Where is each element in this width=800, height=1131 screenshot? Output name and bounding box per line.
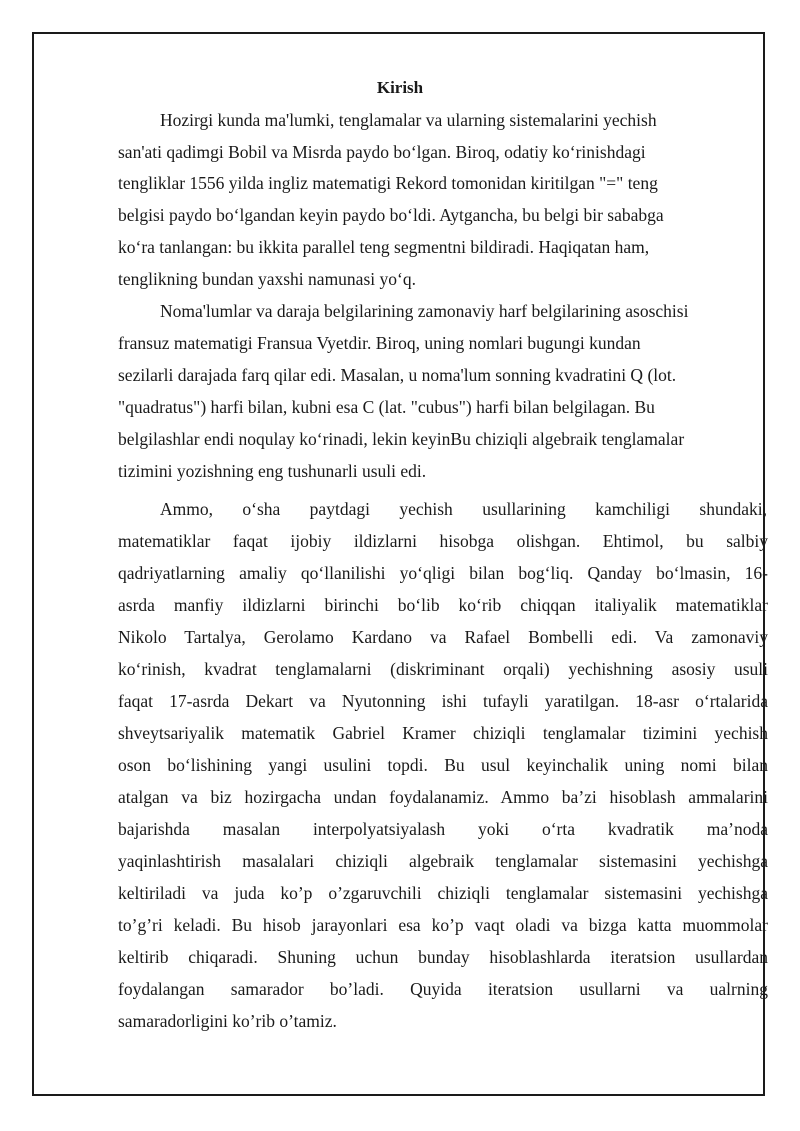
text-line: fransuz matematigi Fransua Vyetdir. Biroq, uning nomlari bugungi kundan (118, 333, 641, 353)
text-line: bajarishda masalan interpolyatsiyalash yoki o‘rta kvadratik ma’noda (118, 819, 768, 839)
text-line: faqat 17-asrda Dekart va Nyutonning ishi tufayli yaratilgan. 18-asr o‘rtalarida (118, 691, 768, 711)
text-line: tenglikning bundan yaxshi namunasi yo‘q. (118, 269, 416, 289)
text-line: "quadratus") harfi bilan, kubni esa C (lat. "cubus") harfi bilan belgilagan. Bu (118, 397, 655, 417)
text-line: asrda manfiy ildizlarni birinchi bo‘lib ko‘rib chiqqan italiyalik matematiklar (118, 595, 768, 615)
text-line: shveytsariyalik matematik Gabriel Kramer chiziqli tenglamalar tizimini yechish (118, 723, 768, 743)
text-line: tizimini yozishning eng tushunarli usuli edi. (118, 461, 427, 481)
page-title: Kirish (376, 78, 424, 97)
text-line: Nikolo Tartalya, Gerolamo Kardano va Rafael Bombelli edi. Va zamonaviy (118, 627, 768, 647)
text-line: keltirib chiqaradi. Shuning uchun bunday hisoblashlarda iteratsion usullardan (118, 947, 768, 967)
text-line: belgilashlar endi noqulay ko‘rinadi, lekin keyinBu chiziqli algebraik tenglamalar (118, 429, 685, 449)
text-line: Ammo, o‘sha paytdagi yechish usullarining kamchiligi shundaki, (160, 499, 767, 519)
text-line: to’g’ri keladi. Bu hisob jarayonlari esa ko’p vaqt oladi va bizga katta muommolar (118, 915, 768, 935)
text-line: yaqinlashtirish masalalari chiziqli algebraik tenglamalar sistemasini yechishga (118, 851, 768, 871)
text-line: samaradorligini ko’rib o’tamiz. (118, 1011, 337, 1031)
text-line: keltiriladi va juda ko’p o’zgaruvchili chiziqli tenglamalar sistemasini yechishga (118, 883, 768, 903)
text-line: Noma'lumlar va daraja belgilarining zamonaviy harf belgilarining asoschisi (160, 301, 689, 321)
text-line: tengliklar 1556 yilda ingliz matematigi Rekord tomonidan kiritilgan "=" teng (118, 173, 658, 193)
text-line: belgisi paydo bo‘lgandan keyin paydo bo‘ldi. Aytgancha, bu belgi bir sababga (118, 205, 664, 225)
text-line: atalgan va biz hozirgacha undan foydalanamiz. Ammo ba’zi hisoblash ammalarini (118, 787, 768, 807)
text-line: matematiklar faqat ijobiy ildizlarni hisobga olishgan. Ehtimol, bu salbiy (118, 531, 768, 551)
text-line: sezilarli darajada farq qilar edi. Masalan, u noma'lum sonning kvadratini Q (lot. (118, 365, 677, 385)
text-line: oson bo‘lishining yangi usulini topdi. Bu usul keyinchalik uning nomi bilan (118, 755, 768, 775)
text-line: ko‘ra tanlangan: bu ikkita parallel teng segmentni bildiradi. Haqiqatan ham, (118, 237, 650, 257)
text-line: Hozirgi kunda ma'lumki, tenglamalar va ularning sistemalarini yechish (160, 110, 657, 130)
text-line: san'ati qadimgi Bobil va Misrda paydo bo‘lgan. Biroq, odatiy ko‘rinishdagi (118, 142, 646, 162)
text-line: foydalangan samarador bo’ladi. Quyida iteratsion usullarni va ualrning (118, 979, 768, 999)
text-line: ko‘rinish, kvadrat tenglamalarni (diskriminant orqali) yechishning asosiy usuli (118, 659, 768, 679)
text-line: qadriyatlarning amaliy qo‘llanilishi yo‘qligi bilan bog‘liq. Qanday bo‘lmasin, 16- (118, 563, 768, 583)
